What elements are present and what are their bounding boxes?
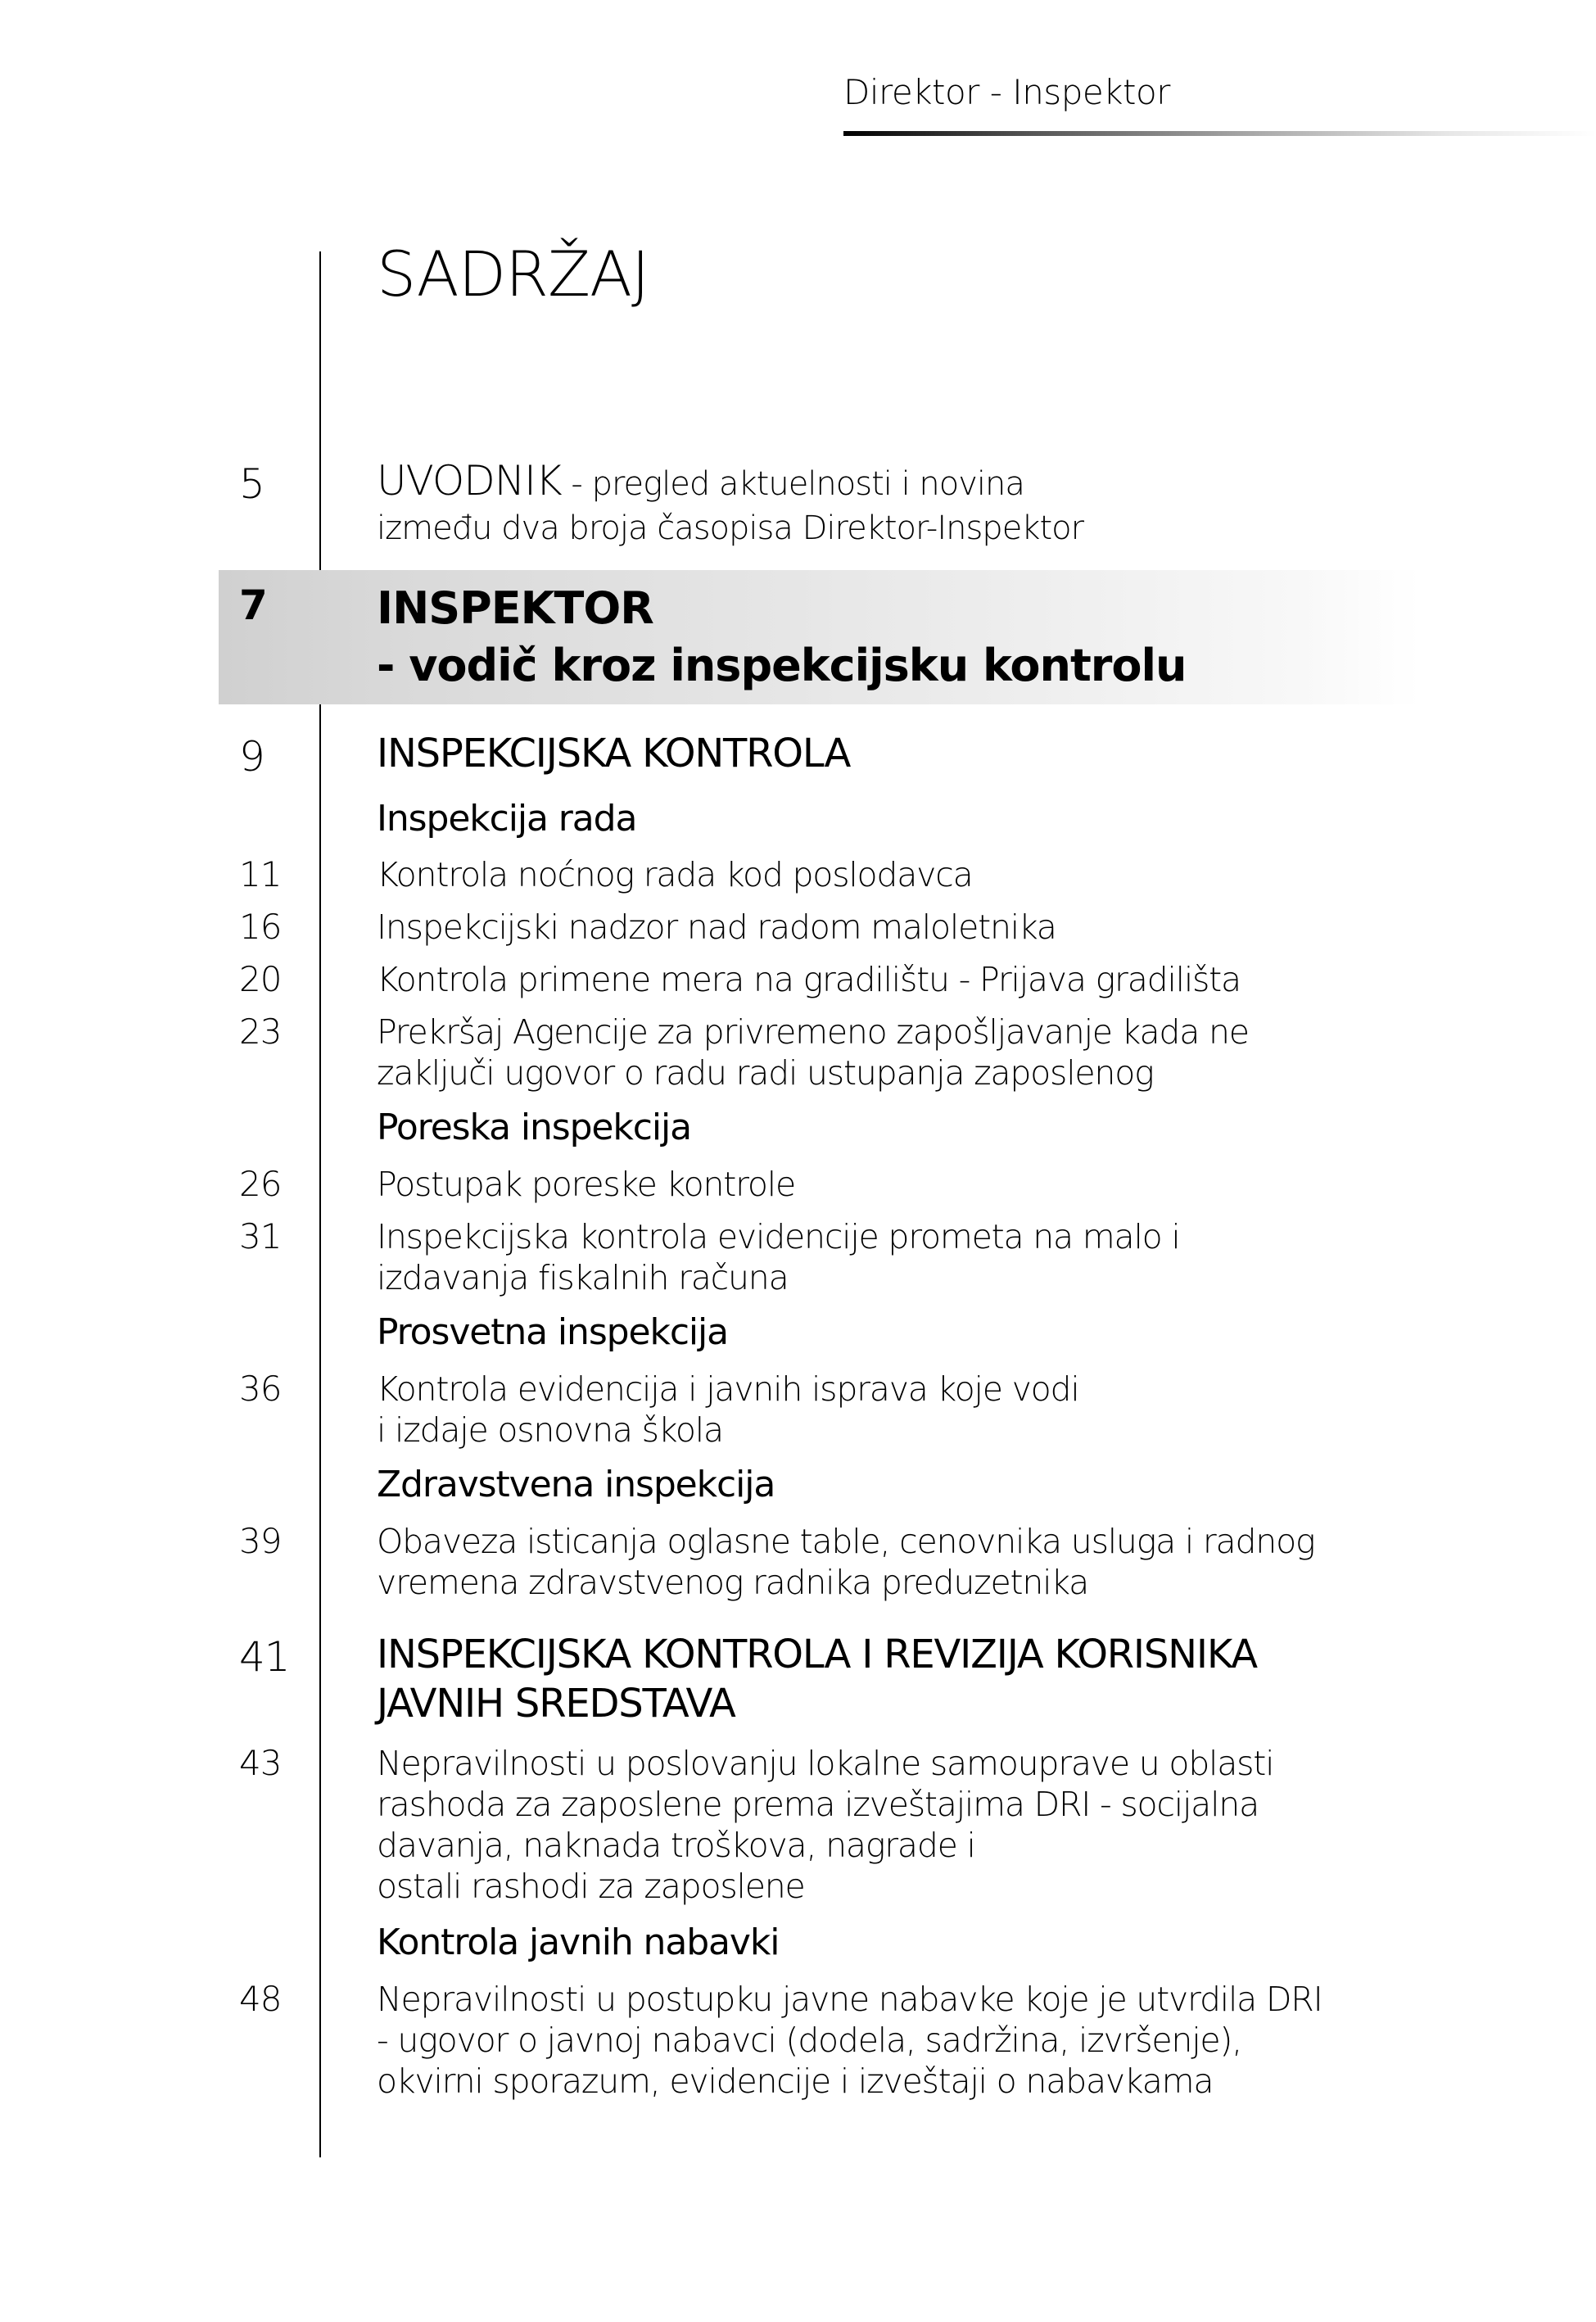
toc-page-number: 36 (239, 1369, 282, 1409)
toc-item-title: Kontrola primene mera na gradilištu - Prijava gradilišta (377, 960, 1241, 999)
toc-item-title-line2: rashoda za zaposlene prema izveštajima DRI - socijalna (377, 1785, 1259, 1824)
toc-page-number: 20 (239, 959, 282, 999)
toc-item-title-line2: - ugovor o javnoj nabavci (dodela, sadržina, izvršenje), (377, 2021, 1242, 2060)
toc-item-title: Kontrola noćnog rada kod poslodavca (377, 855, 973, 894)
toc-page-number: 23 (239, 1012, 282, 1052)
toc-page-number: 26 (239, 1164, 282, 1204)
toc-item-title: Postupak poreske kontrole (377, 1165, 795, 1204)
toc-page-number: 43 (239, 1743, 282, 1783)
toc-page-number: 11 (239, 854, 282, 894)
toc-page-number: 5 (239, 460, 264, 508)
toc-section-subtitle-line2: između dva broja časopisa Direktor-Inspektor (377, 509, 1084, 547)
toc-item-title: Inspekcijski nadzor nad radom maloletnika (377, 908, 1056, 947)
running-header-title: Direktor - Inspektor (843, 72, 1170, 112)
toc-page-number: 48 (239, 1979, 282, 2019)
toc-item-title-line2: i izdaje osnovna škola (377, 1410, 723, 1450)
toc-page-number: 7 (239, 582, 267, 629)
toc-section-title: INSPEKTOR (377, 582, 653, 634)
toc-section-subtitle: - pregled aktuelnosti i novina (561, 465, 1024, 503)
page-title: SADRŽAJ (377, 238, 649, 310)
toc-section-title: INSPEKCIJSKA KONTROLA I REVIZIJA KORISNIKA (377, 1632, 1257, 1677)
toc-vertical-divider (319, 251, 321, 2157)
toc-item-title-line2: izdavanja fiskalnih računa (377, 1258, 789, 1297)
header-gradient-rule (843, 131, 1596, 136)
toc-section-title: UVODNIK (377, 457, 562, 505)
toc-page-number: 41 (239, 1633, 290, 1681)
toc-item-title-line2: vremena zdravstvenog radnika preduzetnika (377, 1563, 1089, 1602)
toc-page-number: 39 (239, 1521, 282, 1561)
toc-item-title-line3: davanja, naknada troškova, nagrade i (377, 1826, 975, 1865)
toc-page-number: 31 (239, 1216, 282, 1256)
toc-item-title: Obaveza isticanja oglasne table, cenovnika usluga i radnog (377, 1522, 1315, 1561)
toc-item-title-line2: zaključi ugovor o radu radi ustupanja zaposlenog (377, 1053, 1154, 1093)
toc-item-title: Nepravilnosti u postupku javne nabavke koje je utvrdila DRI (377, 1980, 1322, 2019)
toc-section-subtitle: - vodič kroz inspekcijsku kontrolu (377, 640, 1187, 691)
toc-section-title: INSPEKCIJSKA KONTROLA (377, 731, 851, 776)
toc-item-title-line3: okvirni sporazum, evidencije i izveštaji o nabavkama (377, 2062, 1214, 2101)
toc-section-title-line2: JAVNIH SREDSTAVA (377, 1681, 735, 1727)
toc-item-title: Nepravilnosti u poslovanju lokalne samouprave u oblasti (377, 1744, 1274, 1783)
toc-item-title: Inspekcijska kontrola evidencije prometa na malo i (377, 1217, 1180, 1256)
toc-page-number: 16 (239, 907, 282, 947)
toc-item-title-line4: ostali rashodi za zaposlene (377, 1867, 805, 1906)
toc-item-title: Kontrola evidencija i javnih isprava koje vodi (377, 1369, 1079, 1409)
toc-item-title: Prekršaj Agencije za privremeno zapošljavanje kada ne (377, 1012, 1249, 1052)
toc-page-number: 9 (239, 733, 264, 781)
